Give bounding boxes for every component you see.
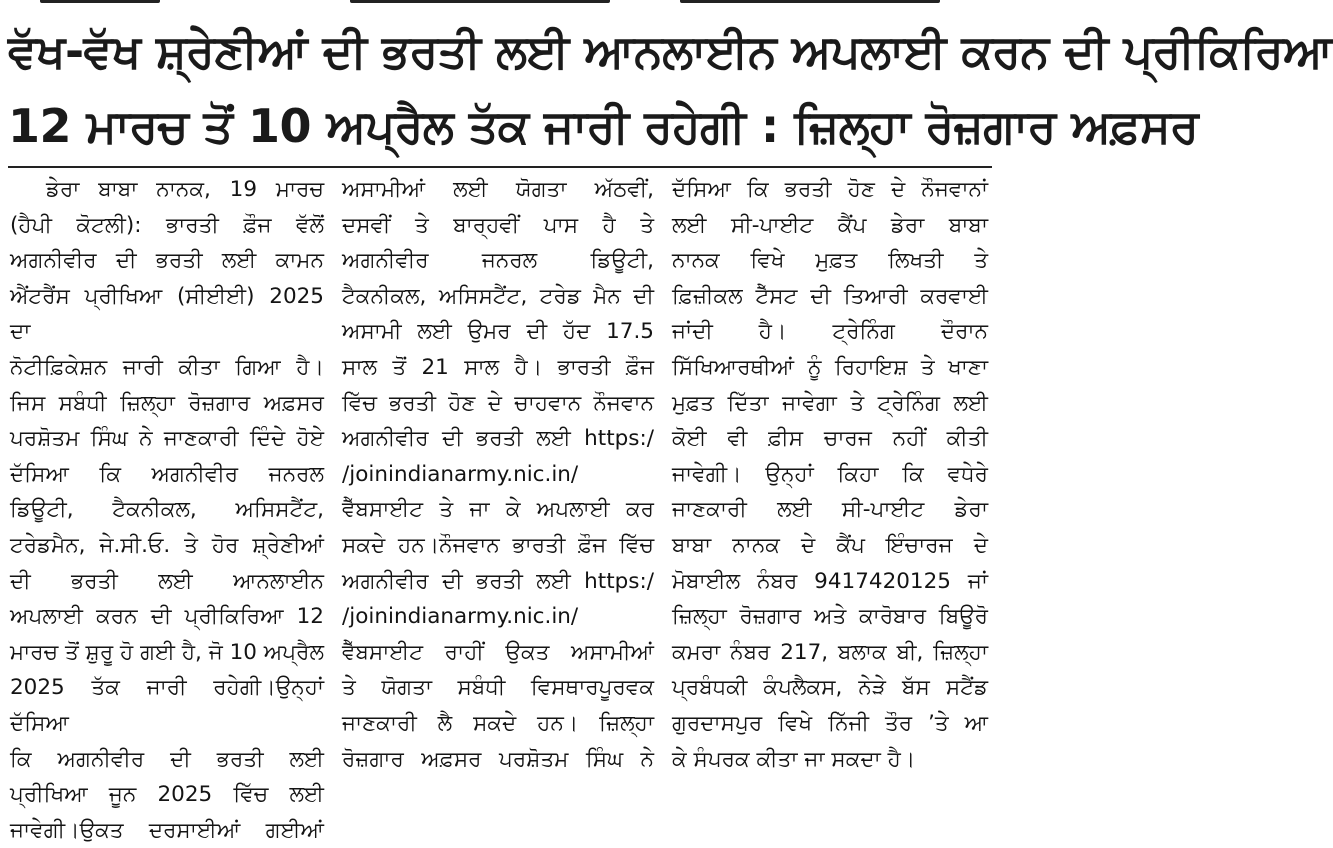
article-line: ਕਿ ਅਗਨੀਵੀਰ ਦੀ ਭਰਤੀ ਲਈ — [10, 746, 324, 772]
article-line: /joinindianarmy.nic.in/ — [342, 461, 579, 487]
headline-divider — [8, 166, 992, 168]
article-line: ਸਕਦੇ ਹਨ।ਨੌਜਵਾਨ ਭਾਰਤੀ ਫ਼ੌਜ ਵਿੱਚ — [342, 532, 654, 558]
article-line: ਜਾਂਦੀ ਹੈ। ਟ੍ਰੇਨਿੰਗ ਦੌਰਾਨ — [672, 319, 988, 345]
article-line: ਦੱਸਿਆ ਕਿ ਭਰਤੀ ਹੋਣ ਦੇ ਨੌਜਵਾਨਾਂ — [672, 177, 988, 202]
article-line: ਵੈੱਬਸਾਈਟ ਰਾਹੀਂ ਉਕਤ ਅਸਾਮੀਆਂ — [342, 639, 654, 665]
article-line: ਸਿੱਖਿਆਰਥੀਆਂ ਨੂੰ ਰਿਹਾਇਸ਼ ਤੇ ਖਾਣਾ — [672, 354, 988, 380]
article-column-1 — [10, 172, 324, 843]
article-line: ਵਿੱਚ ਭਰਤੀ ਹੋਣ ਦੇ ਚਾਹਵਾਨ ਨੌਜਵਾਨ — [342, 390, 654, 416]
article-line: (ਹੈਪੀ ਕੋਟਲੀ): ਭਾਰਤੀ ਫ਼ੌਜ ਵੱਲੋਂ — [10, 212, 324, 238]
cropped-previous-text — [0, 0, 1000, 14]
article-line: ਦੱਸਿਆ ਕਿ ਅਗਨੀਵੀਰ ਜਨਰਲ — [10, 461, 324, 487]
article-line: ਮੋਬਾਈਲ ਨੰਬਰ 9417420125 ਜਾਂ — [672, 568, 988, 594]
article-column-2 — [342, 172, 654, 772]
article-line: ਸਾਲ ਤੋਂ 21 ਸਾਲ ਹੈ। ਭਾਰਤੀ ਫ਼ੌਜ — [342, 354, 654, 380]
article-line: ਕੋਈ ਵੀ ਫ਼ੀਸ ਚਾਰਜ ਨਹੀਂ ਕੀਤੀ — [672, 426, 988, 452]
article-column-3 — [672, 172, 988, 772]
article-line: ਨੋਟੀਫ਼ਿਕੇਸ਼ਨ ਜਾਰੀ ਕੀਤਾ ਗਿਆ ਹੈ। — [10, 354, 324, 380]
article-line: ਡਿਊਟੀ, ਟੈਕਨੀਕਲ, ਅਸਿਸਟੈਂਟ, — [10, 497, 324, 523]
article-line: ਲਈ ਸੀ-ਪਾਈਟ ਕੈਂਪ ਡੇਰਾ ਬਾਬਾ — [672, 212, 988, 238]
article-line: ਕੇ ਸੰਪਰਕ ਕੀਤਾ ਜਾ ਸਕਦਾ ਹੈ। — [672, 746, 916, 772]
headline-line-1: ਵੱਖ-ਵੱਖ ਸ਼੍ਰੇਣੀਆਂ ਦੀ ਭਰਤੀ ਲਈ ਆਨਲਾਈਨ ਅਪਲਾਈ ਕਰਨ ਦੀ ਪ੍ਰੀਕਿਰਿਆ — [8, 24, 1333, 78]
article-line: ਮੁਫ਼ਤ ਦਿੱਤਾ ਜਾਵੇਗਾ ਤੇ ਟ੍ਰੇਨਿੰਗ ਲਈ — [672, 390, 988, 416]
article-line: ਦਸਵੀਂ ਤੇ ਬਾਰ੍ਹਵੀਂ ਪਾਸ ਹੈ ਤੇ — [342, 212, 654, 238]
article-line: ਮਾਰਚ ਤੋਂ ਸ਼ੁਰੂ ਹੋ ਗਈ ਹੈ, ਜੋ 10 ਅਪ੍ਰੈਲ — [10, 639, 324, 665]
article-line: ਗੁਰਦਾਸਪੁਰ ਵਿਖੇ ਨਿੱਜੀ ਤੌਰ ’ਤੇ ਆ — [672, 710, 988, 736]
article-line: ਅਸਾਮੀ ਲਈ ਉਮਰ ਦੀ ਹੱਦ 17.5 — [342, 319, 654, 345]
article-line: ਅਗਨੀਵੀਰ ਦੀ ਭਰਤੀ ਲਈ https:/ — [342, 568, 654, 594]
article-line: ਵੈੱਬਸਾਈਟ ਤੇ ਜਾ ਕੇ ਅਪਲਾਈ ਕਰ — [342, 497, 654, 523]
article-line: ਕਮਰਾ ਨੰਬਰ 217, ਬਲਾਕ ਬੀ, ਜ਼ਿਲ੍ਹਾ — [672, 639, 988, 665]
article-line: ਜਾਣਕਾਰੀ ਲਈ ਸੀ-ਪਾਈਟ ਡੇਰਾ — [672, 497, 988, 523]
article-line: ਅਗਨੀਵੀਰ ਦੀ ਭਰਤੀ ਲਈ ਕਾਮਨ — [10, 248, 324, 274]
article-line: ਅਗਨੀਵੀਰ ਦੀ ਭਰਤੀ ਲਈ https:/ — [342, 426, 654, 452]
article-line: ਅਪਲਾਈ ਕਰਨ ਦੀ ਪ੍ਰੀਕਿਰਿਆ 12 — [10, 604, 324, 630]
article-line: ਡੇਰਾ ਬਾਬਾ ਨਾਨਕ, 19 ਮਾਰਚ — [46, 177, 324, 202]
article-line: ਬਾਬਾ ਨਾਨਕ ਦੇ ਕੈਂਪ ਇੰਚਾਰਜ ਦੇ — [672, 532, 988, 558]
article-line: 2025 ਤੱਕ ਜਾਰੀ ਰਹੇਗੀ।ਉਨ੍ਹਾਂ ਦੱਸਿਆ — [10, 675, 324, 736]
article-line: ਜਾਣਕਾਰੀ ਲੈ ਸਕਦੇ ਹਨ। ਜ਼ਿਲ੍ਹਾ — [342, 710, 654, 736]
article-line: ਜਿਸ ਸਬੰਧੀ ਜ਼ਿਲ੍ਹਾ ਰੋਜ਼ਗਾਰ ਅਫ਼ਸਰ — [10, 390, 324, 416]
article-line: ਜ਼ਿਲ੍ਹਾ ਰੋਜ਼ਗਾਰ ਅਤੇ ਕਾਰੋਬਾਰ ਬਿਊਰੋ — [672, 604, 988, 630]
article-line: ਫ਼ਿਜ਼ੀਕਲ ਟੈੱਸਟ ਦੀ ਤਿਆਰੀ ਕਰਵਾਈ — [672, 283, 988, 309]
article-line: ਅਗਨੀਵੀਰ ਜਨਰਲ ਡਿਊਟੀ, — [342, 248, 654, 274]
article-line: ਦੀ ਭਰਤੀ ਲਈ ਆਨਲਾਈਨ — [10, 568, 324, 594]
article-line: ਪ੍ਰੀਖਿਆ ਜੂਨ 2025 ਵਿੱਚ ਲਈ — [10, 782, 324, 808]
article-line: ਜਾਵੇਗੀ। ਉਨ੍ਹਾਂ ਕਿਹਾ ਕਿ ਵਧੇਰੇ — [672, 461, 988, 487]
article-line: ਨਾਨਕ ਵਿਖੇ ਮੁਫ਼ਤ ਲਿਖਤੀ ਤੇ — [672, 248, 988, 274]
article-line: ਪਰਸ਼ੋਤਮ ਸਿੰਘ ਨੇ ਜਾਣਕਾਰੀ ਦਿੰਦੇ ਹੋਏ — [10, 426, 324, 452]
article-line: ਐਂਟਰੈਂਸ ਪ੍ਰੀਖਿਆ (ਸੀਈਈ) 2025 ਦਾ — [10, 283, 324, 345]
article-line: ਤੇ ਯੋਗਤਾ ਸਬੰਧੀ ਵਿਸਥਾਰਪੂਰਵਕ — [342, 675, 654, 701]
article-line: ਅਸਾਮੀਆਂ ਲਈ ਯੋਗਤਾ ਅੱਠਵੀਂ, — [342, 177, 654, 202]
article-line: ਟਰੇਡਮੈਨ, ਜੇ.ਸੀ.ਓ. ਤੇ ਹੋਰ ਸ਼੍ਰੇਣੀਆਂ — [10, 532, 324, 558]
headline-line-2: 12 ਮਾਰਚ ਤੋਂ 10 ਅਪ੍ਰੈਲ ਤੱਕ ਜਾਰੀ ਰਹੇਗੀ : ਜ਼ਿਲ੍ਹਾ ਰੋਜ਼ਗਾਰ ਅਫ਼ਸਰ — [8, 99, 1199, 153]
article-line: ਪ੍ਰਬੰਧਕੀ ਕੰਪਲੈਕਸ, ਨੇੜੇ ਬੱਸ ਸਟੈਂਡ — [672, 675, 988, 701]
article-line: ਟੈਕਨੀਕਲ, ਅਸਿਸਟੈਂਟ, ਟਰੇਡ ਮੈਨ ਦੀ — [342, 283, 654, 309]
article-line: ਰੋਜ਼ਗਾਰ ਅਫ਼ਸਰ ਪਰਸ਼ੋਤਮ ਸਿੰਘ ਨੇ — [342, 746, 654, 772]
article-line: ਜਾਵੇਗੀ।ਉਕਤ ਦਰਸਾਈਆਂ ਗਈਆਂ — [10, 817, 324, 843]
article-line: /joinindianarmy.nic.in/ — [342, 604, 579, 630]
